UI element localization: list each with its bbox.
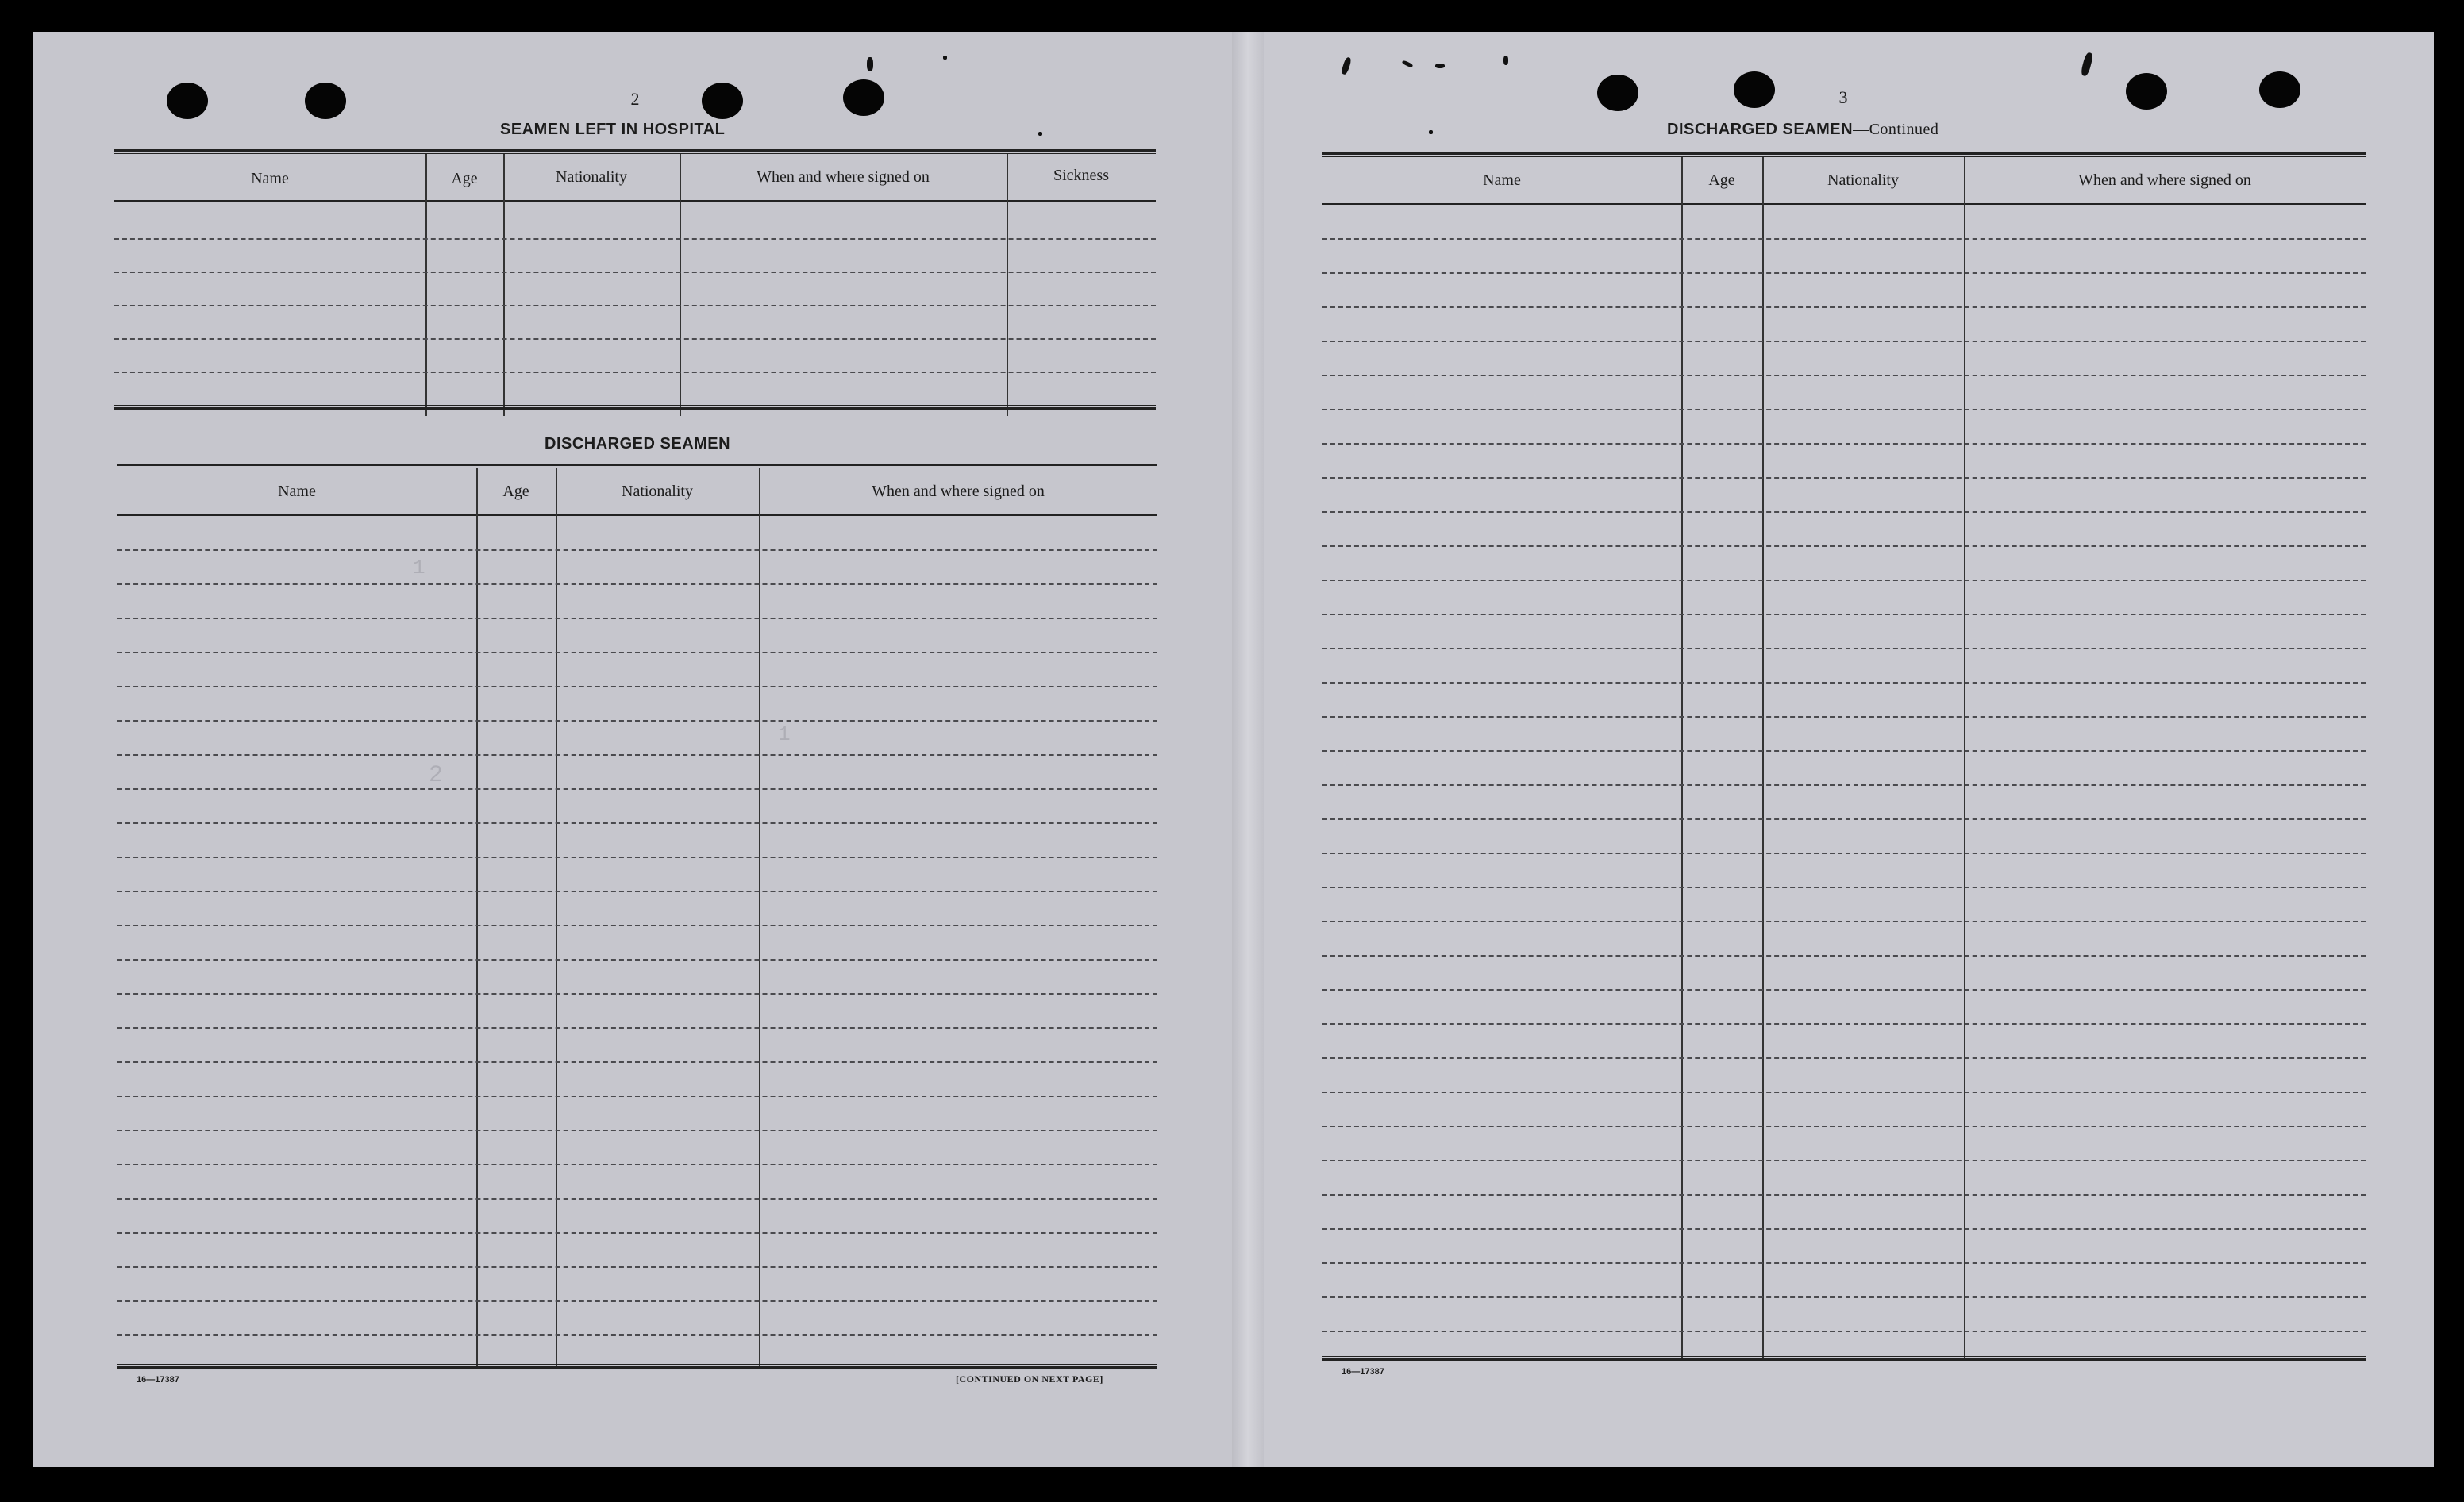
punch-hole bbox=[1734, 71, 1775, 108]
bleed-through-text: 1 bbox=[413, 556, 425, 580]
paper-damage bbox=[943, 56, 947, 60]
punch-hole bbox=[305, 83, 346, 119]
punch-hole bbox=[702, 83, 743, 119]
discharged-title-text: DISCHARGED SEAMEN bbox=[1667, 121, 1854, 138]
continued-note: [CONTINUED ON NEXT PAGE] bbox=[956, 1373, 1103, 1385]
discharged-continued-title bbox=[1667, 121, 1938, 139]
paper-damage bbox=[1503, 56, 1508, 65]
page-gutter bbox=[1232, 32, 1264, 1467]
punch-hole bbox=[2259, 71, 2300, 108]
bleed-through-text: 1 bbox=[778, 722, 791, 746]
paper-damage bbox=[1435, 64, 1445, 68]
column-header-name: Name bbox=[251, 170, 289, 187]
column-header-age: Age bbox=[451, 170, 478, 187]
column-header-nationality: Nationality bbox=[556, 168, 627, 186]
form-number: 16—17387 bbox=[137, 1375, 179, 1385]
hospital-section-title: SEAMEN LEFT IN HOSPITAL bbox=[500, 121, 726, 138]
form-number: 16—17387 bbox=[1342, 1367, 1384, 1377]
column-header-age: Age bbox=[502, 483, 529, 500]
column-header-when-where: When and where signed on bbox=[2078, 171, 2251, 189]
column-header-when-where: When and where signed on bbox=[872, 483, 1045, 500]
page-number: 2 bbox=[630, 89, 640, 109]
hospital-table bbox=[114, 149, 1156, 416]
column-header-when-where: When and where signed on bbox=[757, 168, 930, 186]
punch-hole bbox=[843, 79, 884, 116]
paper-damage bbox=[1429, 130, 1433, 134]
column-header-age: Age bbox=[1708, 171, 1735, 189]
discharged-section-title: DISCHARGED SEAMEN bbox=[545, 435, 731, 453]
paper-damage bbox=[1038, 132, 1042, 136]
column-header-sickness: Sickness bbox=[1053, 167, 1109, 184]
column-header-nationality: Nationality bbox=[1827, 171, 1899, 189]
punch-hole bbox=[1597, 75, 1638, 111]
column-header-name: Name bbox=[278, 483, 316, 500]
punch-hole bbox=[2126, 73, 2167, 110]
page-number: 3 bbox=[1838, 87, 1848, 107]
bleed-through-text: 2 bbox=[429, 762, 444, 789]
paper-damage bbox=[867, 57, 873, 71]
punch-hole bbox=[167, 83, 208, 119]
discharged-table bbox=[117, 464, 1157, 1369]
column-header-nationality: Nationality bbox=[622, 483, 693, 500]
discharged-continued-table bbox=[1322, 152, 2366, 1361]
continued-suffix: —Continued bbox=[1853, 121, 1939, 138]
column-header-name: Name bbox=[1483, 171, 1521, 189]
